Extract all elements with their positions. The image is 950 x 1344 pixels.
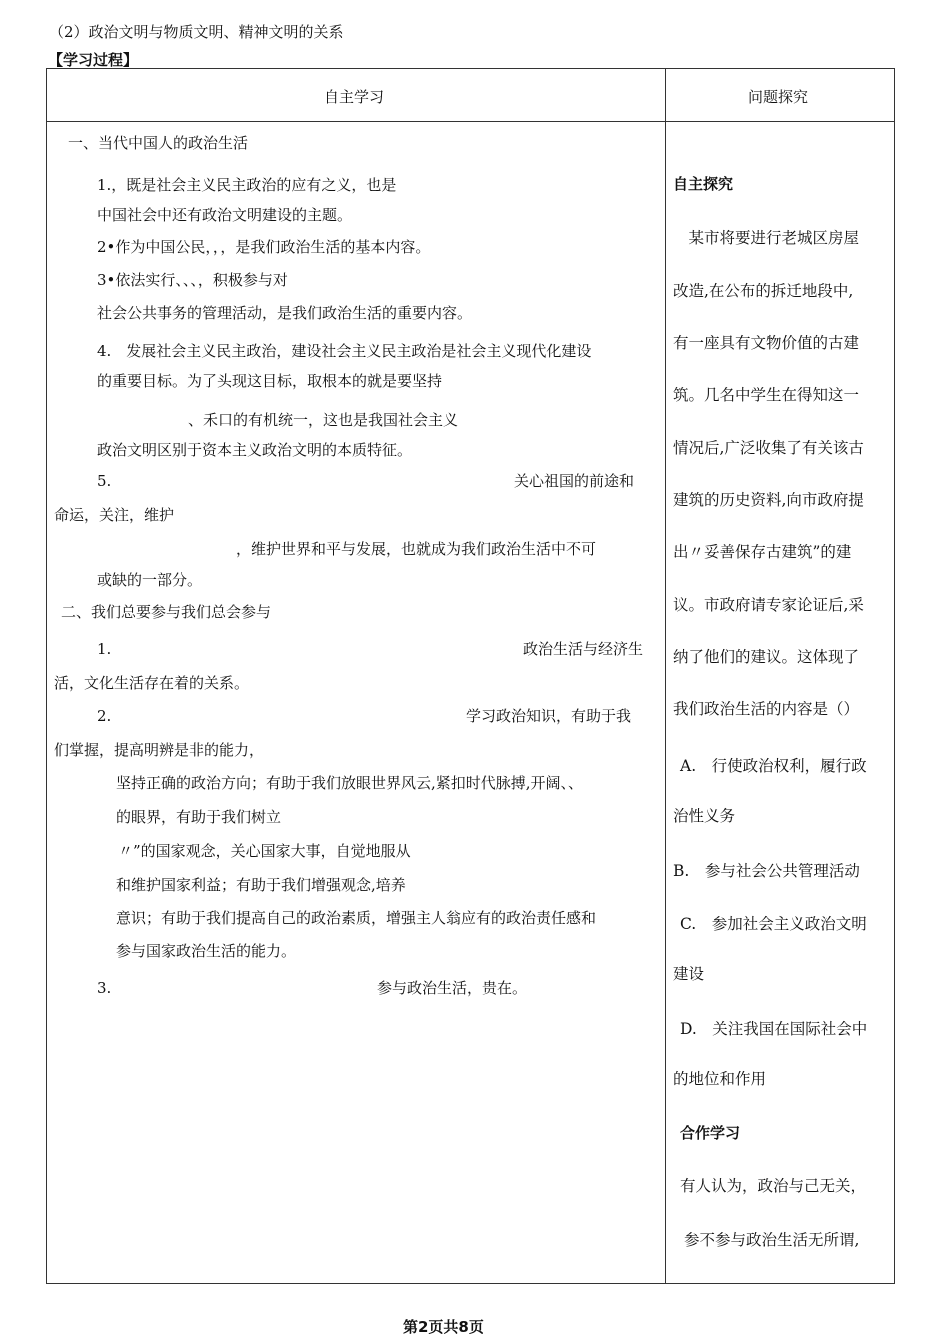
inquiry-line-7: 出〃妥善保存古建筑”的建 — [673, 543, 852, 561]
col-header-inquiry: 问题探究 — [748, 88, 809, 106]
section-heading: 【学习过程】 — [48, 51, 139, 69]
part-3-line-a: 参与政治生活，贵在。 — [377, 979, 528, 997]
item-3-line-a: 3•依法实行、、、，积极参与对 — [97, 271, 288, 289]
part-2-line-e: 〃”的国家观念，关心国家大事，自觉地服从 — [118, 842, 411, 860]
part-2-line-g: 意识；有助于我们提高自己的政治素质，增强主人翁应有的政治责任感和 — [116, 909, 597, 927]
item-1-line-a: 1.，既是社会主义民主政治的应有之义，也是 — [97, 176, 397, 194]
item-5-number: 5. — [97, 472, 112, 490]
part-2-line-f: 和维护国家利益；有助于我们增强观念,培养 — [116, 876, 406, 894]
heading-two: 二、我们总要参与我们总会参与 — [61, 603, 272, 621]
part-1-line-b: 活，文化生活存在着的关系。 — [54, 674, 250, 692]
cooperation-title: 合作学习 — [680, 1124, 741, 1142]
item-1-line-b: 中国社会中还有政治文明建设的主题。 — [97, 206, 353, 224]
item-5-line-b: 命运，关注，维护 — [54, 506, 175, 524]
part-2-line-b: 们掌握，提高明辨是非的能力， — [54, 741, 265, 759]
column-divider — [665, 68, 666, 1284]
part-2-line-h: 参与国家政治生活的能力。 — [116, 942, 297, 960]
item-4-line-c: 、禾口的有机统一，这也是我国社会主义 — [188, 411, 459, 429]
option-c-line-1: C. 参加社会主义政治文明 — [680, 915, 867, 933]
option-d-line-2: 的地位和作用 — [673, 1070, 767, 1088]
inquiry-line-3: 有一座具有文物价值的古建 — [673, 334, 860, 352]
part-3-number: 3. — [97, 979, 112, 997]
inquiry-line-5: 情况后,广泛收集了有关该古 — [673, 439, 864, 457]
item-5-line-d: 或缺的一部分。 — [97, 571, 203, 589]
inquiry-line-8: 议。市政府请专家论证后,采 — [673, 596, 864, 614]
part-2-line-c: 坚持正确的政治方向；有助于我们放眼世界风云,紧扣时代脉搏,开阔、、 — [116, 774, 584, 792]
option-a-line-1: A. 行使政治权利，履行政 — [680, 757, 867, 775]
item-3-line-b: 社会公共事务的管理活动，是我们政治生活的重要内容。 — [97, 304, 473, 322]
header-line: （2）政治文明与物质文明、精神文明的关系 — [49, 23, 344, 41]
option-d-line-1: D. 关注我国在国际社会中 — [680, 1020, 868, 1038]
option-a-line-2: 治性义务 — [673, 807, 736, 825]
option-b: B. 参与社会公共管理活动 — [673, 862, 860, 880]
item-5-line-a: 关心祖国的前途和 — [514, 472, 635, 490]
inquiry-line-9: 纳了他们的建议。这体现了 — [673, 648, 860, 666]
col-header-self-study: 自主学习 — [324, 88, 385, 106]
part-2-line-d: 的眼界，有助于我们树立 — [116, 808, 282, 826]
item-4-line-b: 的重要目标。为了头现这目标，取根本的就是要坚持 — [97, 372, 443, 390]
item-2: 2•作为中国公民，，，是我们政治生活的基本内容。 — [97, 238, 431, 256]
part-1-line-a: 政治生活与经济生 — [523, 640, 644, 658]
part-2-line-a: 学习政治知识，有助于我 — [466, 707, 632, 725]
item-4-line-a: 4. 发展社会主义民主政治，建设社会主义民主政治是社会主义现代化建设 — [97, 342, 592, 360]
option-c-line-2: 建设 — [673, 965, 705, 983]
part-1-number: 1. — [97, 640, 112, 658]
part-2-number: 2. — [97, 707, 112, 725]
item-5-line-c: ，维护世界和平与发展，也就成为我们政治生活中不可 — [236, 540, 597, 558]
inquiry-title: 自主探究 — [673, 175, 734, 193]
page-number: 第2页共8页 — [403, 1318, 484, 1336]
cooperation-line-2: 参不参与政治生活无所谓, — [684, 1231, 860, 1249]
inquiry-line-4: 筑。几名中学生在得知这一 — [673, 386, 860, 404]
inquiry-line-6: 建筑的历史资料,向市政府提 — [673, 491, 864, 509]
heading-one: 一、当代中国人的政治生活 — [68, 134, 249, 152]
inquiry-line-2: 改造,在公布的拆迁地段中, — [673, 282, 854, 300]
header-divider — [46, 121, 895, 122]
item-4-line-d: 政治文明区别于资本主义政治文明的本质特征。 — [97, 441, 413, 459]
inquiry-line-10: 我们政治生活的内容是（） — [673, 700, 860, 718]
cooperation-line-1: 有人认为，政治与己无关， — [680, 1177, 867, 1195]
inquiry-line-1: 某市将要进行老城区房屋 — [673, 229, 860, 247]
